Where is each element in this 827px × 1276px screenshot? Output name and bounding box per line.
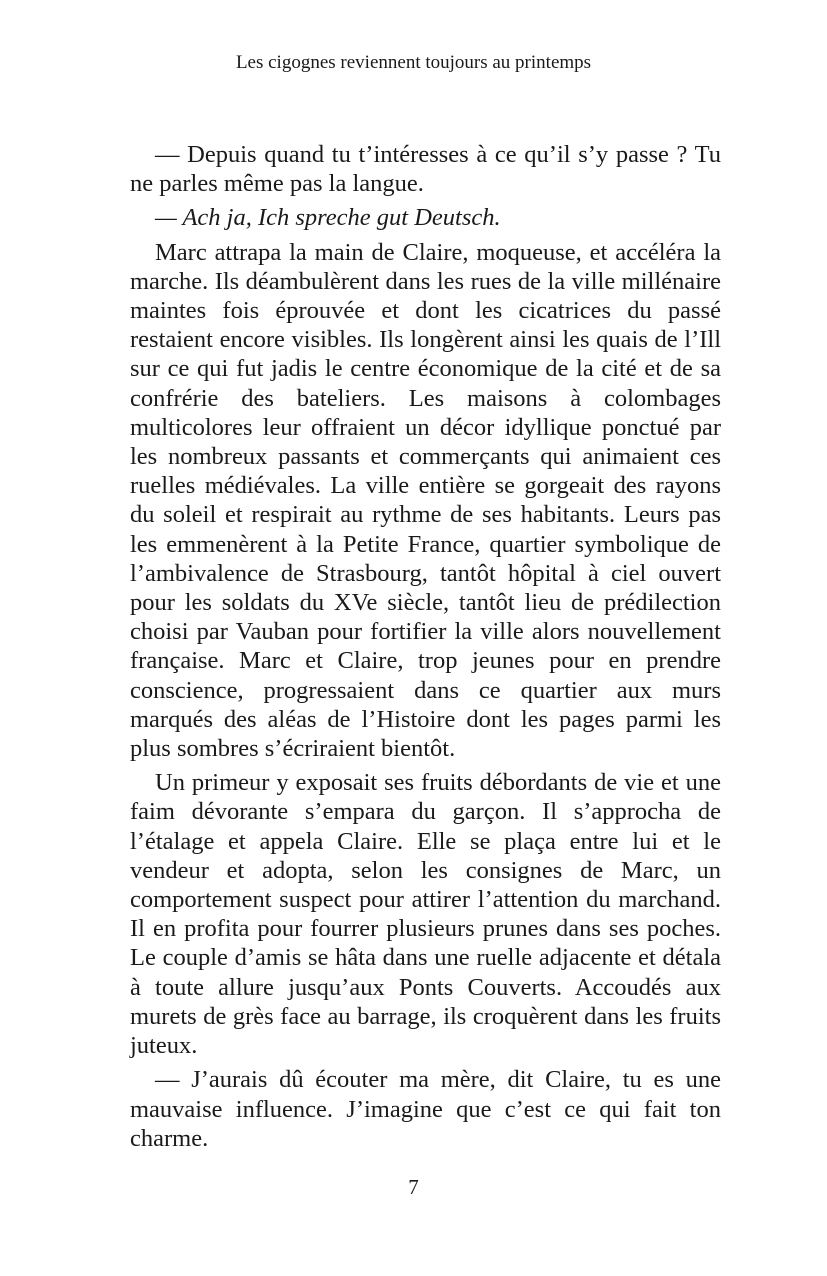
page-number: 7	[408, 1175, 419, 1199]
dialogue-paragraph-german: — Ach ja, Ich spreche gut Deutsch.	[155, 204, 501, 232]
running-head: Les cigognes reviennent toujours au printemps	[235, 52, 592, 73]
dialogue-paragraph: — Depuis quand tu t’intéresses à ce qu’il s’y passe ? Tu ne parles même pas la langue.	[130, 141, 721, 198]
narrative-paragraph: Un primeur y exposait ses fruits débordants de vie et une faim dévorante s’empara du garçon. Il s’approcha de l’étalage et appela Claire. Elle se plaça entre lui et le vendeur et adopta, selon les consignes de Marc, un comportement suspect pour attirer l’attention du marchand. Il en profita pour fourrer plusieurs prunes dans ses poches. Le couple d’amis se hâta dans une ruelle adjacente et détala à toute allure jusqu’aux Ponts Couverts. Accoudés aux murets de grès face au barrage, ils croquèrent dans les fruits juteux.	[130, 769, 721, 1060]
narrative-paragraph: Marc attrapa la main de Claire, moqueuse, et accéléra la marche. Ils déambulèrent dans les rues de la ville millénaire maintes fois éprouvée et dont les cicatrices du passé restaient encore visibles. Ils longèrent ainsi les quais de l’Ill sur ce qui fut jadis le centre économique de la cité et de sa confrérie des bateliers. Les maisons à colombages multicolores leur offraient un décor idyllique ponctué par les nombreux passants et commerçants qui animaient ces ruelles médiévales. La ville entière se gorgeait des rayons du soleil et respirait au rythme de ses habitants. Leurs pas les emmenèrent à la Petite France, quartier symbolique de l’ambivalence de Strasbourg, tantôt hôpital à ciel ouvert pour les soldats du XVe siècle, tantôt lieu de prédilection choisi par Vauban pour fortifier la ville alors nouvellement française. Marc et Claire, trop jeunes pour en prendre conscience, progressaient dans ce quartier aux murs marqués des aléas de l’Histoire dont les pages parmi les plus sombres s’écriraient bientôt.	[130, 238, 721, 763]
dialogue-paragraph: — J’aurais dû écouter ma mère, dit Claire, tu es une mauvaise influence. J’imagine que c’est ce qui fait ton charme.	[130, 1066, 721, 1152]
body-text	[130, 140, 721, 1158]
